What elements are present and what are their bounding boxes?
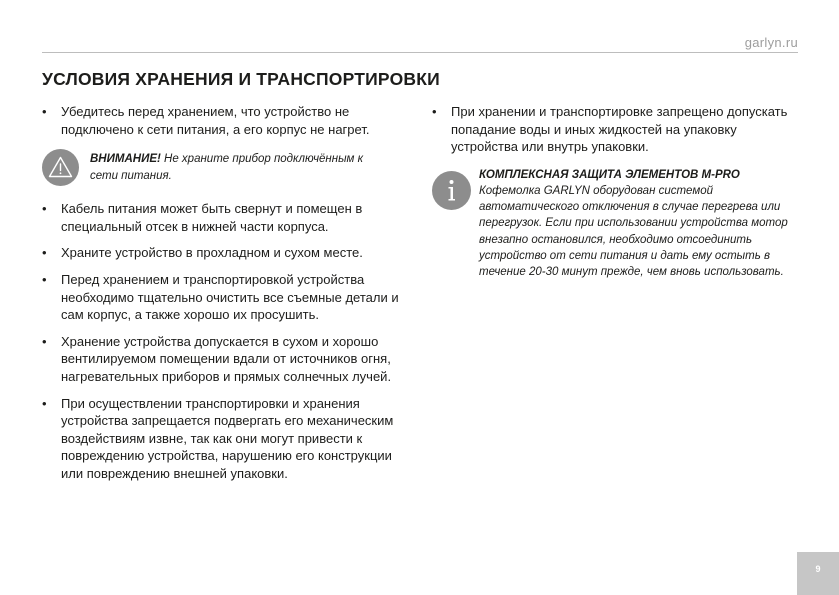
list-item-text: Перед хранением и транспортировкой устройства необходимо тщательно очистить все съемные детали и сам корпус, а также хорошо их просушить.	[61, 271, 399, 323]
page-number-box	[797, 552, 839, 595]
list-item-text: Хранение устройства допускается в сухом и хорошо вентилируемом помещении вдали от источников огня, нагревательных приборов и прямых солнечных лучей.	[61, 333, 392, 384]
list-item	[42, 103, 412, 138]
warning-icon	[42, 149, 79, 186]
warning-text	[90, 151, 390, 185]
list-item-text: Убедитесь перед хранением, что устройство не подключено к сети питания, а его корпус не нагрет.	[61, 104, 370, 137]
list-item	[42, 271, 412, 324]
bullet-icon: •	[42, 333, 47, 349]
bullet-icon: •	[42, 271, 47, 287]
list-item	[42, 333, 412, 386]
left-column	[42, 103, 412, 492]
info-title: КОМПЛЕКСНАЯ ЗАЩИТА ЭЛЕМЕНТОВ M-PRO	[479, 168, 740, 181]
info-icon	[432, 171, 471, 210]
right-bullet-list	[432, 103, 807, 156]
left-bullet-list-top	[42, 103, 412, 138]
bullet-icon: •	[42, 201, 47, 217]
warning-body: Не храните прибор подключённым к сети питания.	[90, 153, 364, 183]
left-bullet-list-bottom	[42, 200, 412, 482]
list-item	[42, 395, 412, 483]
bullet-icon: •	[42, 245, 47, 261]
info-text	[479, 167, 799, 280]
list-item	[42, 200, 412, 235]
info-body: Кофемолка GARLYN оборудован системой автоматического отключения в случае перегрева или перегрузок. Если при использовании устройства мотор внезапно остановился, необходимо отсоединить устройство от сети питания и дать ему остыть в течение 20-30 минут прежде, чем вновь использовать.	[479, 184, 788, 278]
right-column	[432, 103, 807, 280]
list-item-text: Кабель питания может быть свернут и помещен в специальный отсек в нижней части корпуса.	[61, 201, 363, 234]
info-note	[432, 167, 807, 280]
list-item	[432, 103, 807, 156]
page-number: 9	[815, 564, 821, 574]
warning-note	[42, 147, 412, 194]
list-item-text: При хранении и транспортировке запрещено допускать попадание воды и иных жидкостей на упаковку устройства или внутрь упаковки.	[451, 104, 788, 155]
bullet-icon: •	[42, 395, 47, 411]
bullet-icon: •	[432, 104, 437, 119]
site-url: garlyn.ru	[744, 35, 798, 50]
list-item	[42, 244, 412, 262]
bullet-icon: •	[42, 104, 47, 119]
page-title: УСЛОВИЯ ХРАНЕНИЯ И ТРАНСПОРТИРОВКИ	[42, 69, 440, 89]
list-item-text: Храните устройство в прохладном и сухом месте.	[61, 245, 363, 261]
list-item-text: При осуществлении транспортировки и хранения устройства запрещается подвергать его механическим воздействиям извне, так как они могут привести к повреждению устройства, нарушению его конструкции или повреждению внешней упаковки.	[61, 395, 394, 481]
header-divider	[42, 52, 798, 53]
warning-label: ВНИМАНИЕ!	[90, 153, 161, 166]
